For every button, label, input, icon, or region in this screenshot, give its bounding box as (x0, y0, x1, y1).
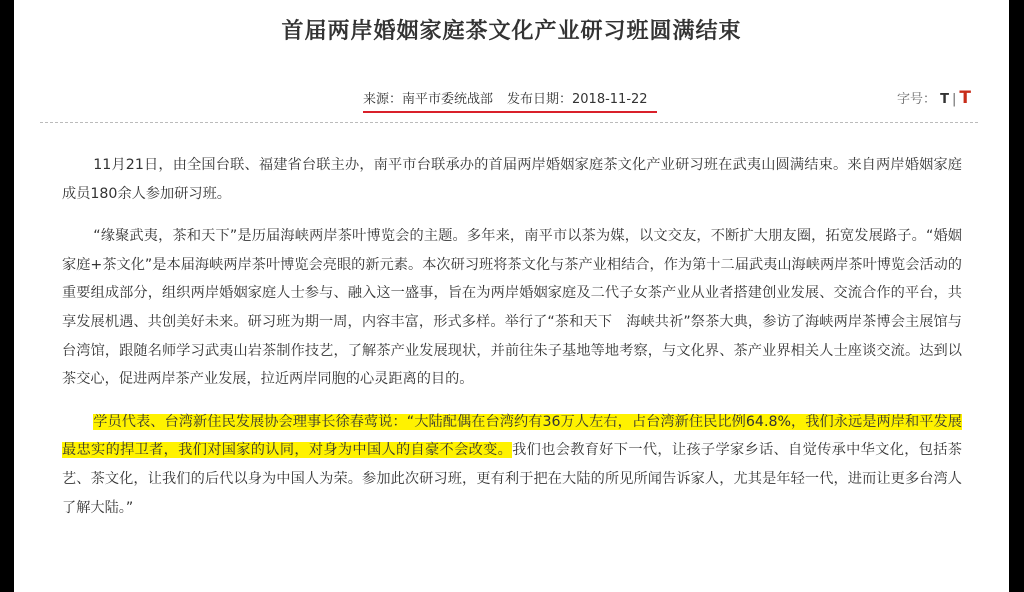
article-body (62, 151, 962, 536)
article-title: 首届两岸婚姻家庭茶文化产业研习班圆满结束 (281, 19, 742, 44)
article-page (14, 0, 1009, 592)
font-size-label: 字号： (896, 92, 936, 107)
font-size-control (897, 88, 971, 108)
article-meta (363, 88, 657, 113)
paragraph-1: 11月21日，由全国台联、福建省台联主办，南平市台联承办的首届两岸婚姻家庭茶文化产业研习班在武夷山圆满结束。来自两岸婚姻家庭成员180余人参加研习班。 (62, 157, 962, 202)
divider (40, 122, 978, 123)
quote-rest: 我们也会教育好下一代，让孩子学家乡话、自觉传承中华文化，包括茶艺、茶文化，让我们的后代以身为中国人为荣。参加此次研习班，更有利于把在大陆的所见所闻告诉家人，尤其是年轻一代，进而让更多台湾人了解大陆。” (62, 442, 962, 516)
quote-highlighted: “大陆配偶在台湾约有36万人左右，占台湾新住民比例64.8%，我们永远是两岸和平发展最忠实的捍卫者，我们对国家的认同，对身为中国人的自豪不会改变。 (62, 413, 962, 459)
article-source: 来源：南平市委统战部 (363, 92, 494, 107)
font-separator: | (952, 92, 957, 107)
article-date: 发布日期：2018-11-22 (507, 92, 648, 107)
font-small-button[interactable]: T (940, 92, 949, 107)
quote-speaker: 学员代表、台湾新住民发展协会理事长徐春莺说： (93, 413, 407, 430)
font-large-button[interactable]: T (959, 88, 971, 108)
paragraph-2: “缘聚武夷，茶和天下”是历届海峡两岸茶叶博览会的主题。多年来，南平市以茶为媒，以文交友，不断扩大朋友圈，拓宽发展路子。“婚姻家庭+茶文化”是本届海峡两岸茶叶博览会亮眼的新元素。本次研习班将茶文化与茶产业相结合，作为第十二届武夷山海峡两岸茶叶博览会活动的重要组成部分，组织两岸婚姻家庭人士参与、融入这一盛事，旨在为两岸婚姻家庭及二代子女茶产业从业者搭建创业发展、交流合作的平台，共享发展机遇、共创美好未来。研习班为期一周，内容丰富，形式多样。举行了“茶和天下 海峡共祈”祭茶大典，参访了海峡两岸茶博会主展馆与台湾馆，跟随名师学习武夷山岩茶制作技艺，了解茶产业发展现状，并前往朱子基地等地考察，与文化界、茶产业界相关人士座谈交流。达到以茶交心，促进两岸茶产业发展，拉近两岸同胞的心灵距离的目的。 (62, 228, 962, 388)
paragraph-quote (62, 408, 962, 522)
